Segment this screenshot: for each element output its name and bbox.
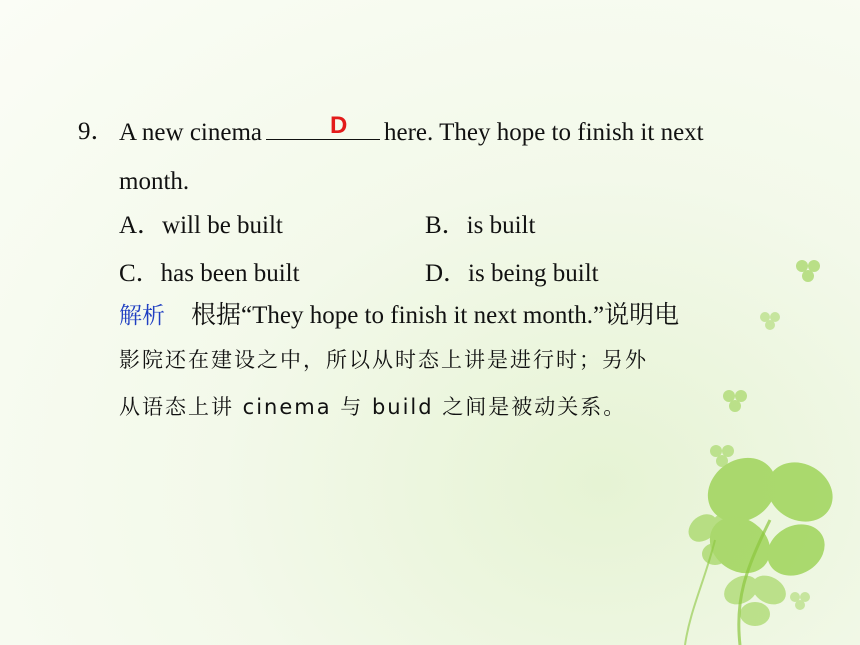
explanation-line2: 影院还在建设之中，所以从时态上讲是进行时；另外: [119, 348, 648, 372]
option-a: A．will be built: [119, 212, 283, 239]
explanation-label: 解析: [119, 303, 165, 329]
question-stem-line1: [119, 119, 704, 145]
question-stem-line2: month.: [119, 168, 190, 195]
question-number: 9．: [78, 118, 116, 145]
explanation-line3: 从语态上讲 cinema 与 build 之间是被动关系。: [119, 395, 627, 419]
stem-part1: A new cinema: [119, 119, 263, 146]
option-d: D．is being built: [425, 260, 599, 287]
answer-letter: D: [330, 112, 348, 139]
stem-part2: here. They hope to finish it next: [384, 119, 704, 146]
explanation-text-1: 根据“They hope to finish it next month.”说明电: [191, 302, 680, 329]
explanation-line1: [119, 303, 679, 328]
option-b: B．is built: [425, 212, 536, 239]
answer-blank: [266, 119, 380, 140]
option-c: C．has been built: [119, 260, 300, 287]
